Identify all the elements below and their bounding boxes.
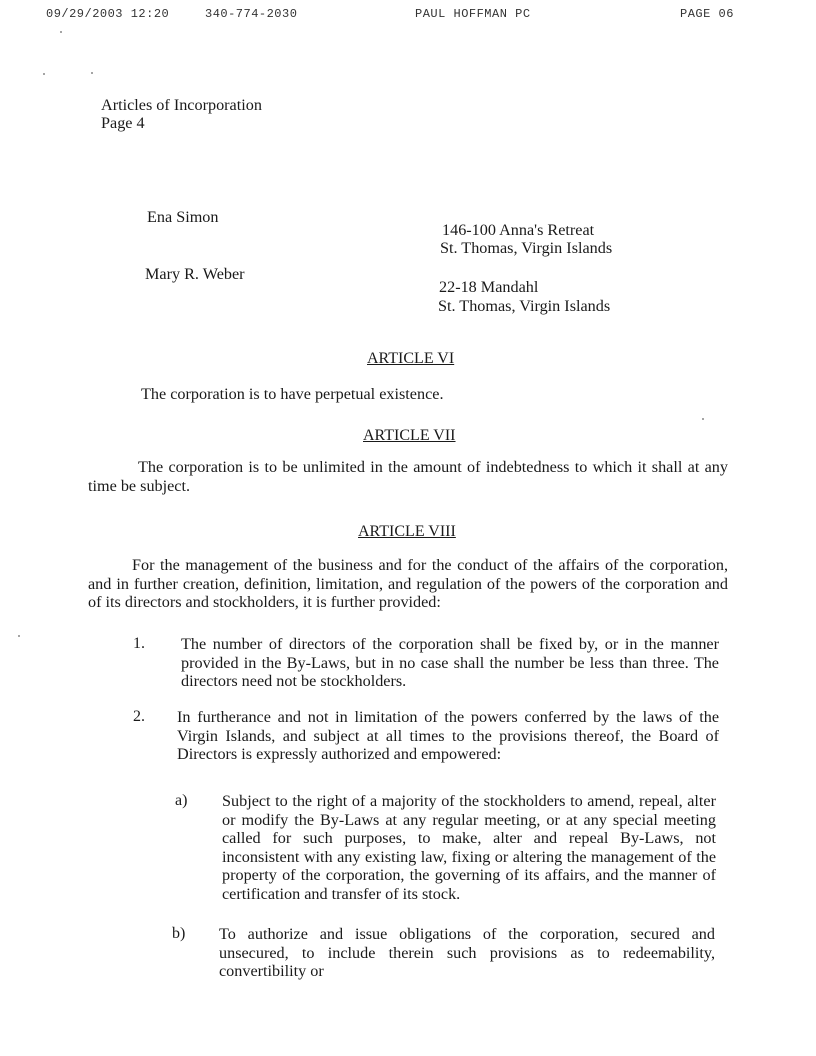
subitem-text: Subject to the right of a majority of the stockholders to amend, repeal, alter or modify the By-Laws at any regular meeting, or at any special meeting called for such purposes, to make, alter and repeal By-Laws, not inconsistent with any existing law, fixing or altering the management of the property of the corporation, the governing of its affairs, and the manner of certification and transfer of its stock.: [222, 792, 716, 903]
article-vi-heading: ARTICLE VI: [367, 350, 455, 367]
person-address-line2: St. Thomas, Virgin Islands: [440, 239, 613, 257]
document-page: Page 4: [101, 114, 145, 132]
list-item-text: The number of directors of the corporation shall be fixed by, or in the manner provided in the By-Laws, but in no case shall the number be less than three. The directors need not be stockholders.: [181, 635, 719, 690]
person-address-line1: 146-100 Anna's Retreat: [442, 221, 595, 239]
document-title: Articles of Incorporation: [101, 96, 262, 114]
scan-speck: [43, 73, 45, 75]
subitem-text: To authorize and issue obligations of the corporation, secured and unsecured, to include therein such provisions as to redeemability, convertibility or: [219, 925, 715, 980]
article-viii-heading: ARTICLE VIII: [358, 523, 456, 540]
person-address-line2: St. Thomas, Virgin Islands: [438, 297, 611, 315]
scan-speck: [702, 418, 704, 420]
fax-date-time: 09/29/2003 12:20: [46, 7, 170, 21]
scan-speck: [60, 31, 62, 33]
fax-phone-number: 340-774-2030: [205, 7, 298, 21]
list-item-number: 2.: [133, 708, 145, 725]
list-item-text: In furtherance and not in limitation of the powers conferred by the laws of the Virgin Islands, and subject at all times to the provisions thereof, the Board of Directors is expressly authorized and empowered:: [177, 708, 719, 763]
subitem-label: a): [175, 792, 188, 809]
subitem-label: b): [172, 925, 186, 942]
fax-page-number: PAGE 06: [680, 7, 734, 21]
person-name: Mary R. Weber: [145, 265, 245, 283]
scan-speck: [18, 635, 20, 637]
scan-speck: [91, 72, 93, 74]
person-address-line1: 22-18 Mandahl: [439, 278, 539, 296]
article-vii-heading: ARTICLE VII: [363, 427, 456, 444]
fax-sender: PAUL HOFFMAN PC: [415, 7, 531, 21]
article-vi-text: The corporation is to have perpetual existence.: [141, 385, 444, 403]
person-name: Ena Simon: [147, 208, 219, 226]
article-viii-intro: For the management of the business and for the conduct of the affairs of the corporation, and in further creation, definition, limitation, and regulation of the powers of the corporation and of its directors and stockholders, it is further provided:: [88, 556, 728, 611]
article-vii-text: The corporation is to be unlimited in the amount of indebtedness to which it shall at any time be subject.: [88, 458, 728, 495]
list-item-number: 1.: [133, 635, 145, 652]
